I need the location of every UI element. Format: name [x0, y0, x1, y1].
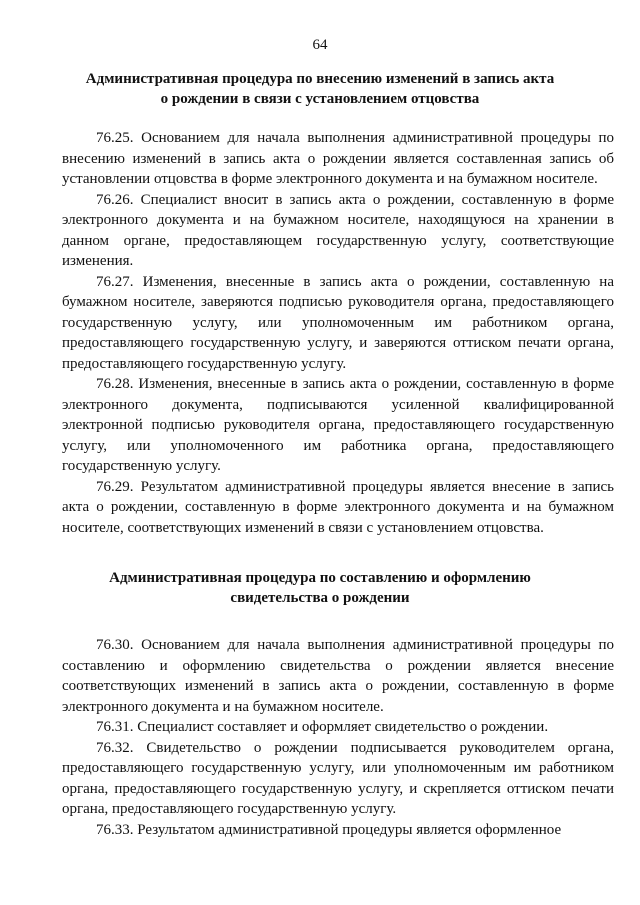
page-number: 64: [312, 37, 328, 53]
section-heading-birth-certificate: [62, 568, 578, 608]
paragraph-76-27: 76.27. Изменения, внесенные в запись акта о рождении, составленную на бумажном носителе, заверяются подписью руководителя органа, предоставляющего государственную услугу, или уполномоченным им работником органа, предоставляющего государственную услугу, и заверяются оттиском печати органа, предоставляющего государственную услугу.: [62, 273, 614, 372]
section-body-paternity-changes: [62, 128, 614, 538]
section-heading-paternity-changes: [62, 69, 578, 109]
paragraph-76-30: 76.30. Основанием для начала выполнения административной процедуры по составлению и оформлению свидетельства о рождении является внесение соответствующих изменений в запись акта о рождении, составленную в форме электронного документа и на бумажном носителе.: [62, 637, 614, 715]
heading-line: Административная процедура по внесению изменений в запись акта: [85, 71, 555, 87]
paragraph-76-29: 76.29. Результатом административной процедуры является внесение в запись акта о рождении, составленную в форме электронного документа и на бумажном носителе, соответствующих изменений в связи с установлением отцовства.: [62, 478, 614, 536]
section-body-birth-certificate: [62, 635, 614, 840]
heading-line: Административная процедура по составлению и оформлению: [109, 570, 531, 586]
paragraph-76-31: 76.31. Специалист составляет и оформляет свидетельство о рождении.: [96, 719, 549, 735]
paragraph-76-33: 76.33. Результатом административной процедуры является оформленное: [96, 821, 562, 838]
heading-line: свидетельства о рождении: [230, 590, 410, 606]
paragraph-76-26: 76.26. Специалист вносит в запись акта о рождении, составленную в форме электронного документа и на бумажном носителе, находящуюся на хранении в данном органе, предоставляющем государственную услугу, соответствующие изменения.: [62, 191, 614, 269]
paragraph-76-25: 76.25. Основанием для начала выполнения административной процедуры по внесению изменений в запись акта о рождении является составленная запись об установлении отцовства в форме электронного документа и на бумажном носителе.: [62, 130, 614, 187]
paragraph-76-32: 76.32. Свидетельство о рождении подписывается руководителем органа, предоставляющего государственную услугу, или уполномоченным им работником органа, предоставляющего государственную услугу, и скрепляется оттиском печати органа, предоставляющего государственную услугу.: [62, 739, 614, 817]
paragraph-76-28: 76.28. Изменения, внесенные в запись акта о рождении, составленную в форме электронного документа, подписываются усиленной квалифицированной электронной подписью руководителя органа, предоставляющего государственную услугу, или уполномоченного им работника органа, предоставляющего государственную услугу.: [62, 376, 614, 474]
heading-line: о рождении в связи с установлением отцовства: [160, 91, 480, 107]
